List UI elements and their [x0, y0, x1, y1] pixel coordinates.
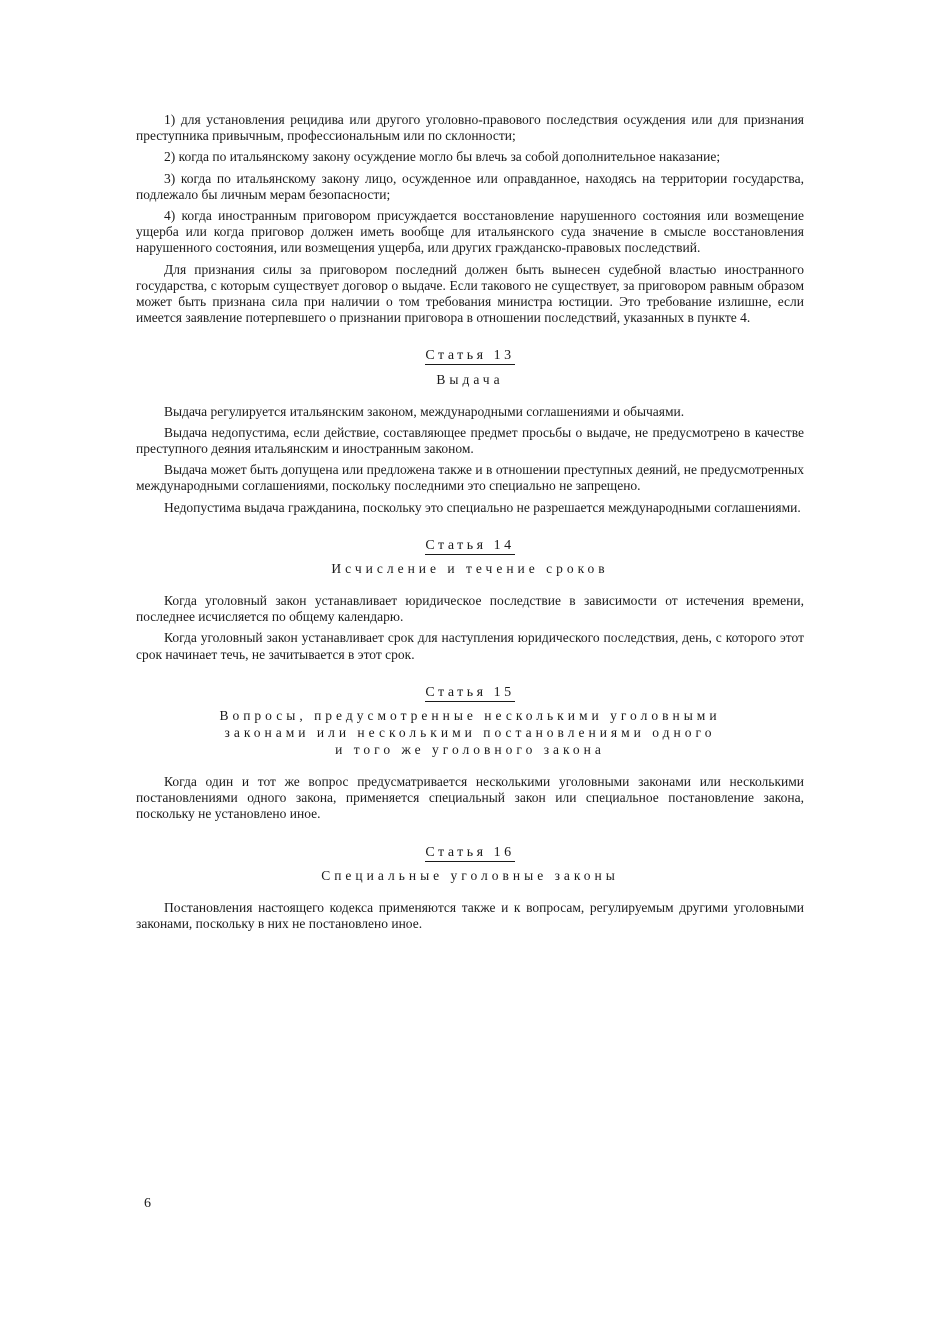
page-number: 6	[144, 1196, 151, 1211]
article-14-title: Статья 14	[425, 537, 515, 553]
intro-item-1: 1) для установления рецидива или другого уголовно-правового последствия осуждения или для признания преступника привычным, профессиональным или по склонности;	[136, 112, 804, 144]
intro-item-2: 2) когда по итальянскому закону осуждение могло бы влечь за собой дополнительное наказание;	[164, 149, 721, 165]
article-13-paragraph: Выдача регулируется итальянским законом, международными соглашениями и обычаями.	[164, 403, 685, 419]
article-15-heading	[136, 707, 804, 758]
article-14-paragraph: Когда уголовный закон устанавливает юридическое последствие в зависимости от истечения времени, последнее исчисляется по общему календарю.	[136, 593, 804, 625]
article-15-heading-line: Вопросы, предусмотренные несколькими уголовными	[219, 708, 721, 724]
article-14-heading: Исчисление и течение сроков	[331, 561, 609, 577]
article-15-title: Статья 15	[425, 684, 515, 700]
article-15-heading-line: законами или несколькими постановлениями одного	[224, 725, 716, 741]
article-15-heading-line: и того же уголовного закона	[335, 742, 605, 758]
article-16-title: Статья 16	[425, 844, 515, 860]
article-14-paragraph: Когда уголовный закон устанавливает срок для наступления юридического последствия, день, с которого этот срок начинает течь, не зачитывается в этот срок.	[136, 630, 804, 662]
article-13-paragraph: Выдача может быть допущена или предложена также и в отношении преступных деяний, не предусмотренных международными соглашениями, поскольку последними это специально не запрещено.	[136, 462, 804, 494]
article-13-paragraph: Недопустима выдача гражданина, поскольку это специально не разрешается международными соглашениями.	[164, 499, 801, 515]
article-15-paragraph: Когда один и тот же вопрос предусматривается несколькими уголовными законами или несколькими постановлениями одного закона, применяется специальный закон или специальное постановление закона, поскольку не установлено иное.	[136, 774, 804, 822]
article-16-heading: Специальные уголовные законы	[321, 867, 619, 883]
intro-item-4: 4) когда иностранным приговором присуждается восстановление нарушенного состояния или возмещение ущерба или когда приговор должен иметь вообще для итальянского суда значение в смысле восстановления нарушенного состояния, или возмещения ущерба, или других гражданско-правовых последствий.	[136, 208, 804, 256]
intro-closing-paragraph: Для признания силы за приговором последний должен быть вынесен судебной властью иностранного государства, с которым существует договор о выдаче. Если такового не существует, за приговором равным образом может быть признана сила при наличии о том требования министра юстиции. Это требование излишне, если имеется заявление потерпевшего о признании приговора в отношении последствий, указанных в пункте 4.	[136, 261, 804, 326]
page-content	[136, 112, 804, 937]
article-16-paragraph: Постановления настоящего кодекса применяются также и к вопросам, регулируемым другими уголовными законами, поскольку в них не постановлено иное.	[136, 899, 804, 932]
article-13-heading: Выдача	[436, 371, 504, 387]
article-13-paragraph: Выдача недопустима, если действие, составляющее предмет просьбы о выдаче, не предусмотрено в качестве преступного деяния итальянским и иностранным законом.	[136, 424, 804, 457]
article-13-title: Статья 13	[425, 348, 515, 364]
intro-item-3: 3) когда по итальянскому закону лицо, осужденное или оправданное, находясь на территории государства, подлежало бы личным мерам безопасности;	[136, 170, 804, 202]
